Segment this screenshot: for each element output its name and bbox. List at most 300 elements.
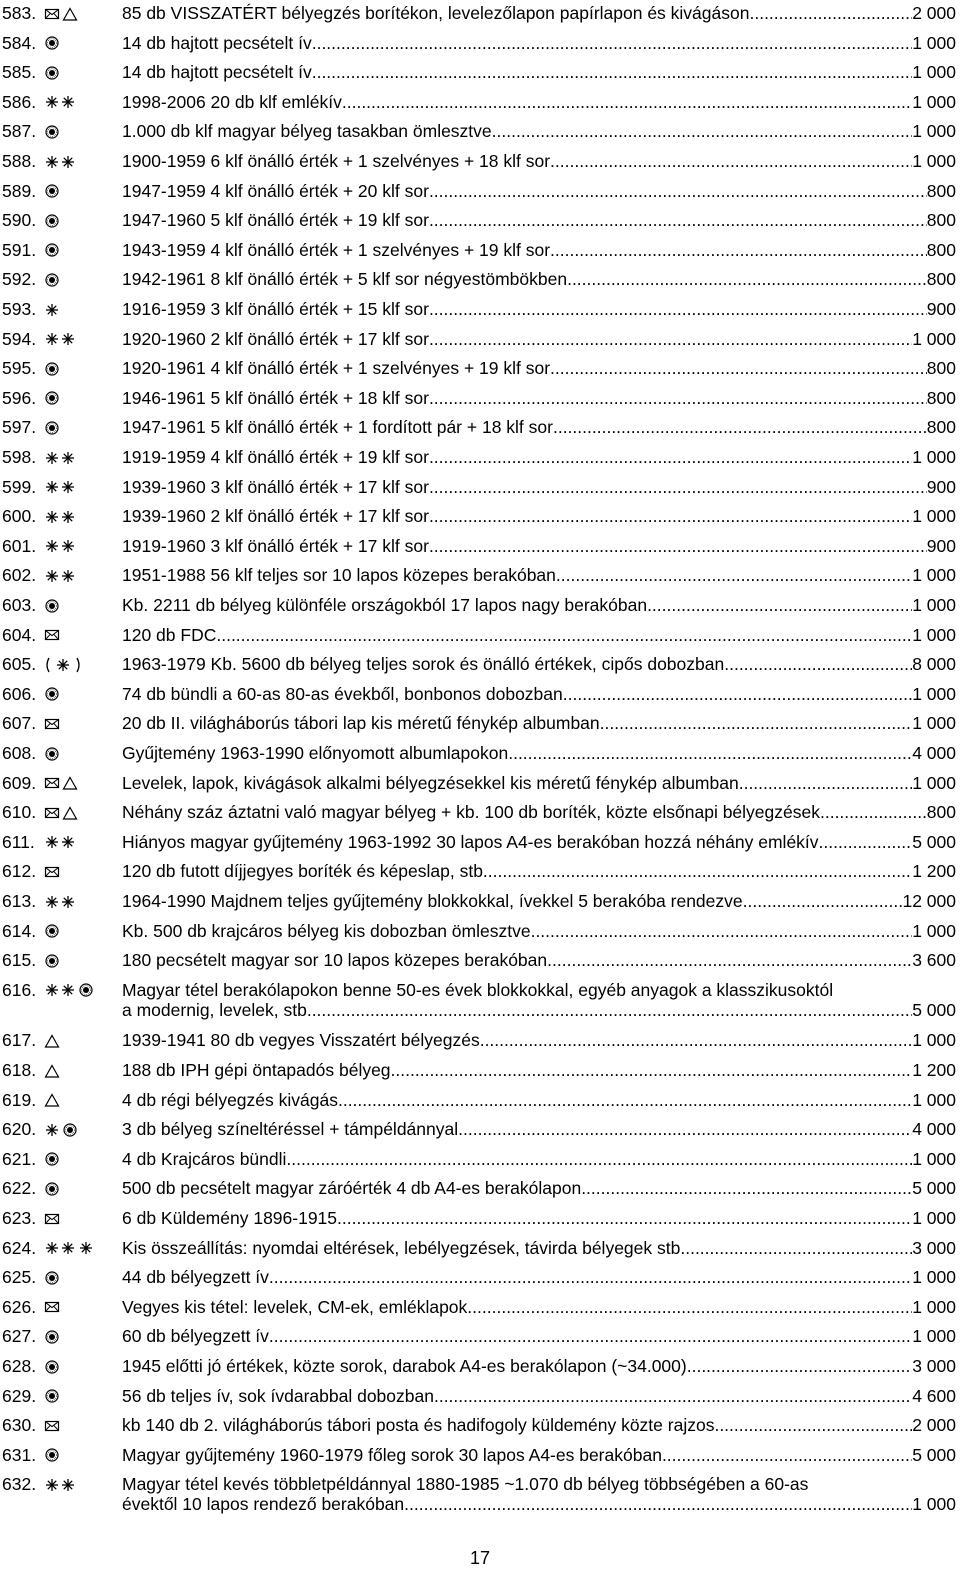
dot-leader — [458, 1119, 912, 1140]
lot-description-text: 180 pecsételt magyar sor 10 lapos közepes berakóban — [122, 950, 548, 971]
lot-description — [122, 1415, 956, 1436]
dot-leader — [429, 506, 912, 527]
dot-leader — [342, 92, 912, 113]
lot-number: 610. — [2, 802, 37, 823]
lot-number: 625. — [2, 1267, 37, 1288]
lot-number: 606. — [2, 683, 37, 704]
lot-description-text: 85 db VISSZATÉRT bélyegzés borítékon, levelezőlapon papírlapon és kivágáson — [122, 3, 750, 23]
dot-leader — [749, 3, 912, 24]
lot-price: 800 — [926, 802, 956, 823]
lot-price: 900 — [926, 535, 956, 556]
lot-icons — [44, 329, 76, 350]
lot-description — [122, 33, 956, 54]
double-star-icon — [44, 982, 76, 998]
lot-number: 584. — [2, 32, 37, 53]
lot-description-text: 1939-1941 80 db vegyes Visszatért bélyegzés — [122, 1030, 480, 1051]
lot-description-text: Néhány száz áztatni való magyar bélyeg + kb. 100 db boríték, közte elsőnapi bélyegzések — [122, 802, 820, 823]
lot-description — [122, 1356, 956, 1377]
dot-leader — [391, 1060, 913, 1081]
lot-description — [122, 62, 956, 83]
lot-number: 612. — [2, 861, 37, 882]
lot-description-text: 188 db IPH gépi öntapadós bélyeg — [122, 1060, 391, 1080]
circle-dot-icon — [44, 35, 60, 51]
lot-icons — [44, 477, 76, 498]
lot-icons — [44, 3, 78, 24]
lot-price: 900 — [926, 299, 956, 319]
lot-icons — [44, 1267, 60, 1288]
envelope-icon — [44, 1299, 60, 1315]
lot-price: 800 — [926, 239, 956, 260]
lot-number: 615. — [2, 950, 37, 971]
lot-description — [122, 1208, 956, 1229]
dot-leader — [429, 329, 912, 350]
lot-price: 5 000 — [912, 831, 956, 852]
double-star-icon — [44, 94, 76, 110]
circle-dot-icon — [44, 686, 60, 702]
circle-dot-icon — [44, 1359, 60, 1375]
lot-description — [122, 447, 956, 468]
lot-description-text: 60 db bélyegzett ív — [122, 1326, 269, 1347]
lot-price: 1 000 — [912, 920, 956, 941]
lot-icons — [44, 62, 60, 83]
lot-number: 601. — [2, 535, 37, 556]
lot-description — [122, 1030, 956, 1051]
lot-number: 588. — [2, 151, 37, 171]
lot-description — [122, 210, 956, 231]
circle-dot-icon — [44, 272, 60, 288]
lot-number: 587. — [2, 121, 37, 142]
lot-icons — [44, 595, 60, 616]
lot-description-text: 1916-1959 3 klf önálló érték + 15 klf sor — [122, 299, 429, 319]
lot-number: 629. — [2, 1385, 37, 1406]
lot-number: 623. — [2, 1208, 37, 1228]
lot-price: 1 000 — [912, 624, 956, 645]
lot-description — [122, 565, 956, 586]
lot-icons — [44, 625, 60, 646]
dot-leader — [429, 536, 927, 557]
dot-leader — [647, 595, 912, 616]
lot-description — [122, 299, 956, 320]
lot-number: 583. — [2, 3, 37, 23]
lot-price: 900 — [926, 476, 956, 497]
lot-description-text: évektől 10 lapos rendező berakóban — [122, 1494, 405, 1515]
lot-description-text: Magyar tétel berakólapokon benne 50-es évek blokkokkal, egyéb anyagok a klasszikusoktól — [122, 979, 834, 1000]
lot-description-text: 500 db pecsételt magyar záróérték 4 db A4-es berakólapon — [122, 1178, 582, 1199]
circle-dot-icon — [78, 982, 94, 998]
lot-number: 626. — [2, 1296, 37, 1317]
lot-price: 1 000 — [912, 506, 956, 527]
lot-number: 591. — [2, 239, 37, 260]
lot-description-text: Magyar gyűjtemény 1960-1979 főleg sorok 30 lapos A4-es berakóban — [122, 1444, 662, 1465]
lot-icons — [44, 299, 60, 320]
lot-icons — [44, 565, 76, 586]
lot-description-text: 4 db régi bélyegzés kivágás — [122, 1089, 338, 1110]
lot-icons — [44, 506, 76, 527]
triangle-icon — [44, 1063, 60, 1079]
lot-number: 604. — [2, 624, 37, 645]
lot-icons — [44, 1386, 60, 1407]
lot-icons — [44, 388, 60, 409]
lot-description — [122, 506, 956, 527]
double-star-icon — [44, 509, 76, 525]
dot-leader — [687, 1356, 912, 1377]
lot-icons — [44, 921, 60, 942]
dot-leader — [488, 861, 912, 882]
lot-description-text: 1998-2006 20 db klf emlékív — [122, 91, 342, 112]
lot-description-text: 14 db hajtott pecsételt ív — [122, 62, 312, 83]
lot-price: 800 — [926, 180, 956, 201]
lot-description — [122, 536, 956, 557]
double-star-icon — [44, 479, 76, 495]
lot-description-text: kb 140 db 2. világháborús tábori posta és hadifogoly küldemény közte rajzos — [122, 1415, 715, 1436]
envelope-icon — [44, 1211, 60, 1227]
triangle-icon — [44, 1033, 60, 1049]
lot-price: 1 000 — [912, 1494, 956, 1515]
lot-number: 622. — [2, 1178, 37, 1199]
lot-description — [122, 151, 956, 172]
double-star-icon — [44, 894, 76, 910]
lot-number: 608. — [2, 743, 37, 763]
lot-price: 12 000 — [902, 891, 956, 911]
lot-description — [122, 1474, 956, 1515]
lot-description — [122, 329, 956, 350]
lot-price: 800 — [926, 358, 956, 379]
lot-description-text: Gyűjtemény 1963-1990 előnyomott albumlapokon — [122, 743, 509, 763]
lot-icons — [44, 269, 60, 290]
lot-icons — [44, 832, 76, 853]
dot-leader — [819, 832, 913, 853]
lot-icons — [44, 121, 60, 142]
lot-icons — [44, 861, 60, 882]
lot-description-text: Magyar tétel kevés többletpéldánnyal 1880-1985 ~1.070 db bélyeg többségében a 60-as — [122, 1474, 809, 1495]
double-star-icon — [44, 331, 76, 347]
dot-leader — [550, 151, 912, 172]
lot-icons — [44, 1415, 60, 1436]
lot-icons — [44, 536, 76, 557]
envelope-icon — [44, 864, 60, 880]
envelope-icon — [44, 805, 60, 821]
triangle-icon — [62, 775, 78, 791]
dot-leader — [600, 713, 913, 734]
dot-leader — [429, 477, 927, 498]
lot-price: 1 000 — [912, 447, 956, 467]
circle-dot-icon — [62, 1122, 78, 1138]
dot-leader — [556, 565, 912, 586]
lot-icons — [44, 1445, 60, 1466]
lot-description — [122, 713, 956, 734]
lot-description-text: 1947-1961 5 klf önálló érték + 1 fordított pár + 18 klf sor — [122, 417, 553, 438]
lot-description — [122, 950, 956, 971]
lot-number: 595. — [2, 358, 37, 379]
lot-price: 1 000 — [912, 713, 956, 734]
lot-icons — [44, 891, 76, 912]
dot-leader — [480, 1030, 913, 1051]
lot-description-text: 1946-1961 5 klf önálló érték + 18 klf sor — [122, 387, 429, 408]
star-icon — [44, 1122, 60, 1138]
lot-description — [122, 121, 956, 142]
lot-number: 585. — [2, 62, 37, 83]
lot-description — [122, 595, 956, 616]
lot-description — [122, 773, 956, 794]
circle-dot-icon — [44, 1388, 60, 1404]
lot-number: 614. — [2, 920, 37, 941]
lot-price: 4 000 — [912, 743, 956, 763]
lot-icons — [44, 447, 76, 468]
lot-number: 616. — [2, 979, 37, 1000]
lot-description-text: 1943-1959 4 klf önálló érték + 1 szelvényes + 19 klf sor — [122, 239, 551, 260]
lot-icons — [44, 1060, 60, 1081]
lot-icons — [44, 151, 76, 172]
lot-description-text: 1920-1960 2 klf önálló érték + 17 klf sor — [122, 328, 429, 349]
lot-price: 1 000 — [912, 1208, 956, 1228]
dot-leader — [434, 1386, 912, 1407]
dot-leader — [312, 33, 912, 54]
lot-icons — [44, 802, 78, 823]
lot-number: 605. — [2, 654, 37, 675]
lot-description — [122, 1238, 956, 1259]
lot-description — [122, 1445, 956, 1466]
lot-price: 1 000 — [912, 1089, 956, 1110]
lot-number: 598. — [2, 447, 37, 467]
lot-number: 600. — [2, 506, 37, 527]
star-icon — [44, 302, 60, 318]
lot-number: 602. — [2, 565, 37, 586]
lot-description — [122, 240, 956, 261]
lot-description — [122, 891, 956, 912]
lot-number: 631. — [2, 1444, 37, 1465]
lot-icons — [44, 684, 60, 705]
lot-number: 589. — [2, 180, 37, 201]
lot-price: 1 000 — [912, 121, 956, 142]
dot-leader — [216, 625, 912, 646]
lot-number: 627. — [2, 1326, 37, 1347]
circle-dot-icon — [44, 183, 60, 199]
lot-number: 624. — [2, 1237, 37, 1258]
lot-description-text: Kb. 500 db krajcáros bélyeg kis dobozban ömlesztve — [122, 920, 531, 941]
lot-description — [122, 1267, 956, 1288]
dot-leader — [429, 388, 927, 409]
circle-dot-icon — [44, 124, 60, 140]
lot-price: 1 000 — [912, 328, 956, 349]
lot-description-text: 1964-1990 Majdnem teljes gyűjtemény blokkokkal, ívekkel 5 berakóba rendezve — [122, 891, 743, 911]
lot-number: 628. — [2, 1356, 37, 1376]
lot-description-text: 1947-1960 5 klf önálló érték + 19 klf sor — [122, 210, 429, 231]
dot-leader — [724, 654, 912, 675]
lot-description — [122, 1178, 956, 1199]
lot-number: 618. — [2, 1060, 37, 1080]
lot-price: 8 000 — [912, 654, 956, 675]
circle-dot-icon — [44, 242, 60, 258]
lot-description-text: 1919-1960 3 klf önálló érték + 17 klf sor — [122, 535, 429, 556]
lot-number: 592. — [2, 269, 37, 290]
circle-dot-icon — [44, 65, 60, 81]
lot-number: 617. — [2, 1030, 37, 1051]
lot-icons — [44, 1178, 60, 1199]
lot-description-text: 1939-1960 3 klf önálló érték + 17 klf sor — [122, 476, 429, 497]
circle-dot-icon — [44, 923, 60, 939]
lot-icons — [44, 1297, 60, 1318]
lot-number: 630. — [2, 1415, 37, 1436]
lot-price: 800 — [926, 210, 956, 231]
lot-price: 5 000 — [912, 1178, 956, 1199]
lot-description — [122, 625, 956, 646]
dot-leader — [286, 1149, 912, 1170]
circle-dot-icon — [44, 1329, 60, 1345]
lot-price: 1 000 — [912, 32, 956, 53]
lot-description — [122, 832, 956, 853]
lot-description — [122, 3, 956, 24]
dot-leader — [312, 62, 912, 83]
lot-price: 2 000 — [912, 3, 956, 23]
double-star-icon — [44, 538, 76, 554]
lot-price: 1 000 — [912, 151, 956, 171]
lot-price: 800 — [926, 387, 956, 408]
dot-leader — [404, 1494, 912, 1515]
circle-dot-icon — [44, 1181, 60, 1197]
lot-icons — [44, 92, 76, 113]
lot-description-text: 1951-1988 56 klf teljes sor 10 lapos közepes berakóban — [122, 565, 556, 586]
envelope-icon — [44, 1418, 60, 1434]
lot-icons — [44, 1030, 60, 1051]
lot-description — [122, 417, 956, 438]
lot-price: 4 000 — [912, 1119, 956, 1140]
lot-price: 1 000 — [912, 1030, 956, 1051]
lot-price: 800 — [926, 417, 956, 438]
lot-description — [122, 802, 956, 823]
triangle-icon — [62, 6, 78, 22]
lot-description — [122, 1149, 956, 1170]
page-number: 17 — [469, 1548, 491, 1568]
paren-star-icon — [44, 657, 82, 673]
lot-icons — [44, 1474, 76, 1495]
lot-description — [122, 477, 956, 498]
lot-icons — [44, 743, 60, 764]
dot-leader — [429, 210, 927, 231]
lot-number: 632. — [2, 1474, 37, 1495]
dot-leader — [550, 240, 927, 261]
lot-description — [122, 1386, 956, 1407]
lot-description — [122, 1090, 956, 1111]
circle-dot-icon — [44, 213, 60, 229]
circle-dot-icon — [44, 1270, 60, 1286]
lot-price: 1 000 — [912, 683, 956, 704]
lot-description — [122, 269, 956, 290]
lot-price: 800 — [926, 269, 956, 290]
triangle-icon — [44, 1092, 60, 1108]
lot-number: 607. — [2, 713, 37, 734]
lot-number: 621. — [2, 1148, 37, 1169]
star-icon — [78, 1240, 94, 1256]
circle-dot-icon — [44, 1447, 60, 1463]
lot-price: 1 000 — [912, 595, 956, 615]
lot-description-text: 1945 előtti jó értékek, közte sorok, darabok A4-es berakólapon (~34.000) — [122, 1356, 687, 1376]
lot-description-text: 1939-1960 2 klf önálló érték + 17 klf sor — [122, 506, 429, 527]
circle-dot-icon — [44, 390, 60, 406]
lot-description-text: 1919-1959 4 klf önálló érték + 19 klf sor — [122, 447, 429, 467]
lot-price: 3 000 — [912, 1356, 956, 1376]
lot-description-text: 4 db Krajcáros bündli — [122, 1148, 287, 1169]
lot-description — [122, 1326, 956, 1347]
dot-leader — [429, 181, 927, 202]
dot-leader — [547, 950, 912, 971]
lot-description-text: 1900-1959 6 klf önálló érték + 1 szelvényes + 18 klf sor — [122, 151, 551, 171]
lot-icons — [44, 210, 60, 231]
lot-description — [122, 181, 956, 202]
dot-leader — [338, 1090, 912, 1111]
lot-number: 599. — [2, 476, 37, 497]
circle-dot-icon — [44, 953, 60, 969]
lot-price: 5 000 — [912, 999, 956, 1020]
lot-number: 597. — [2, 417, 37, 438]
lot-description-text: 1.000 db klf magyar bélyeg tasakban ömlesztve — [122, 121, 492, 142]
dot-leader — [508, 743, 912, 764]
lot-description-text: 44 db bélyegzett ív — [122, 1267, 269, 1288]
lot-description-text: 1920-1961 4 klf önálló érték + 1 szelvényes + 19 klf sor — [122, 358, 551, 379]
lot-icons — [44, 1356, 60, 1377]
lot-description-text: 1947-1959 4 klf önálló érték + 20 klf sor — [122, 180, 429, 201]
dot-leader — [567, 269, 927, 290]
lot-number: 620. — [2, 1119, 37, 1140]
dot-leader — [531, 921, 913, 942]
circle-dot-icon — [44, 420, 60, 436]
dot-leader — [563, 684, 912, 705]
dot-leader — [685, 1238, 912, 1259]
envelope-icon — [44, 716, 60, 732]
lot-description — [122, 921, 956, 942]
lot-description-text: 20 db II. világháborús tábori lap kis méretű fénykép albumban — [122, 713, 600, 734]
lot-price: 1 000 — [912, 1267, 956, 1288]
lot-description — [122, 92, 956, 113]
lot-icons — [44, 33, 60, 54]
double-star-icon — [44, 1240, 76, 1256]
lot-number: 586. — [2, 91, 37, 112]
envelope-icon — [44, 627, 60, 643]
lot-description-text: Hiányos magyar gyűjtemény 1963-1992 30 lapos A4-es berakóban hozzá néhány emlékív — [122, 831, 819, 852]
double-star-icon — [44, 450, 76, 466]
lot-number: 609. — [2, 772, 37, 793]
lot-icons — [44, 181, 60, 202]
lot-icons — [44, 240, 60, 261]
lot-description-text: 56 db teljes ív, sok ívdarabbal dobozban — [122, 1385, 434, 1406]
circle-dot-icon — [44, 598, 60, 614]
lot-number: 590. — [2, 210, 37, 231]
lot-description-text: 120 db FDC — [122, 624, 217, 645]
lot-description-text: 6 db Küldemény 1896-1915 — [122, 1208, 338, 1228]
lot-description — [122, 743, 956, 764]
lot-description — [122, 684, 956, 705]
lot-price: 5 000 — [912, 1444, 956, 1465]
circle-dot-icon — [44, 1151, 60, 1167]
dot-leader — [337, 1208, 912, 1229]
lot-icons — [44, 1149, 60, 1170]
lot-icons — [44, 1326, 60, 1347]
dot-leader — [553, 417, 927, 438]
circle-dot-icon — [44, 746, 60, 762]
lot-description — [122, 861, 956, 882]
lot-icons — [44, 1090, 60, 1111]
lot-price: 3 000 — [912, 1237, 956, 1258]
lot-number: 613. — [2, 891, 37, 911]
lot-price: 1 000 — [912, 1326, 956, 1347]
lot-description-text: Vegyes kis tétel: levelek, CM-ek, emléklapok — [122, 1296, 468, 1317]
dot-leader — [550, 358, 927, 379]
lot-description-text: 1963-1979 Kb. 5600 db bélyeg teljes sorok és önálló értékek, cipős dobozban — [122, 654, 725, 675]
lot-icons — [44, 980, 94, 1001]
lot-number: 603. — [2, 595, 37, 615]
envelope-icon — [44, 6, 60, 22]
lot-price: 2 000 — [912, 1415, 956, 1436]
lot-description — [122, 358, 956, 379]
